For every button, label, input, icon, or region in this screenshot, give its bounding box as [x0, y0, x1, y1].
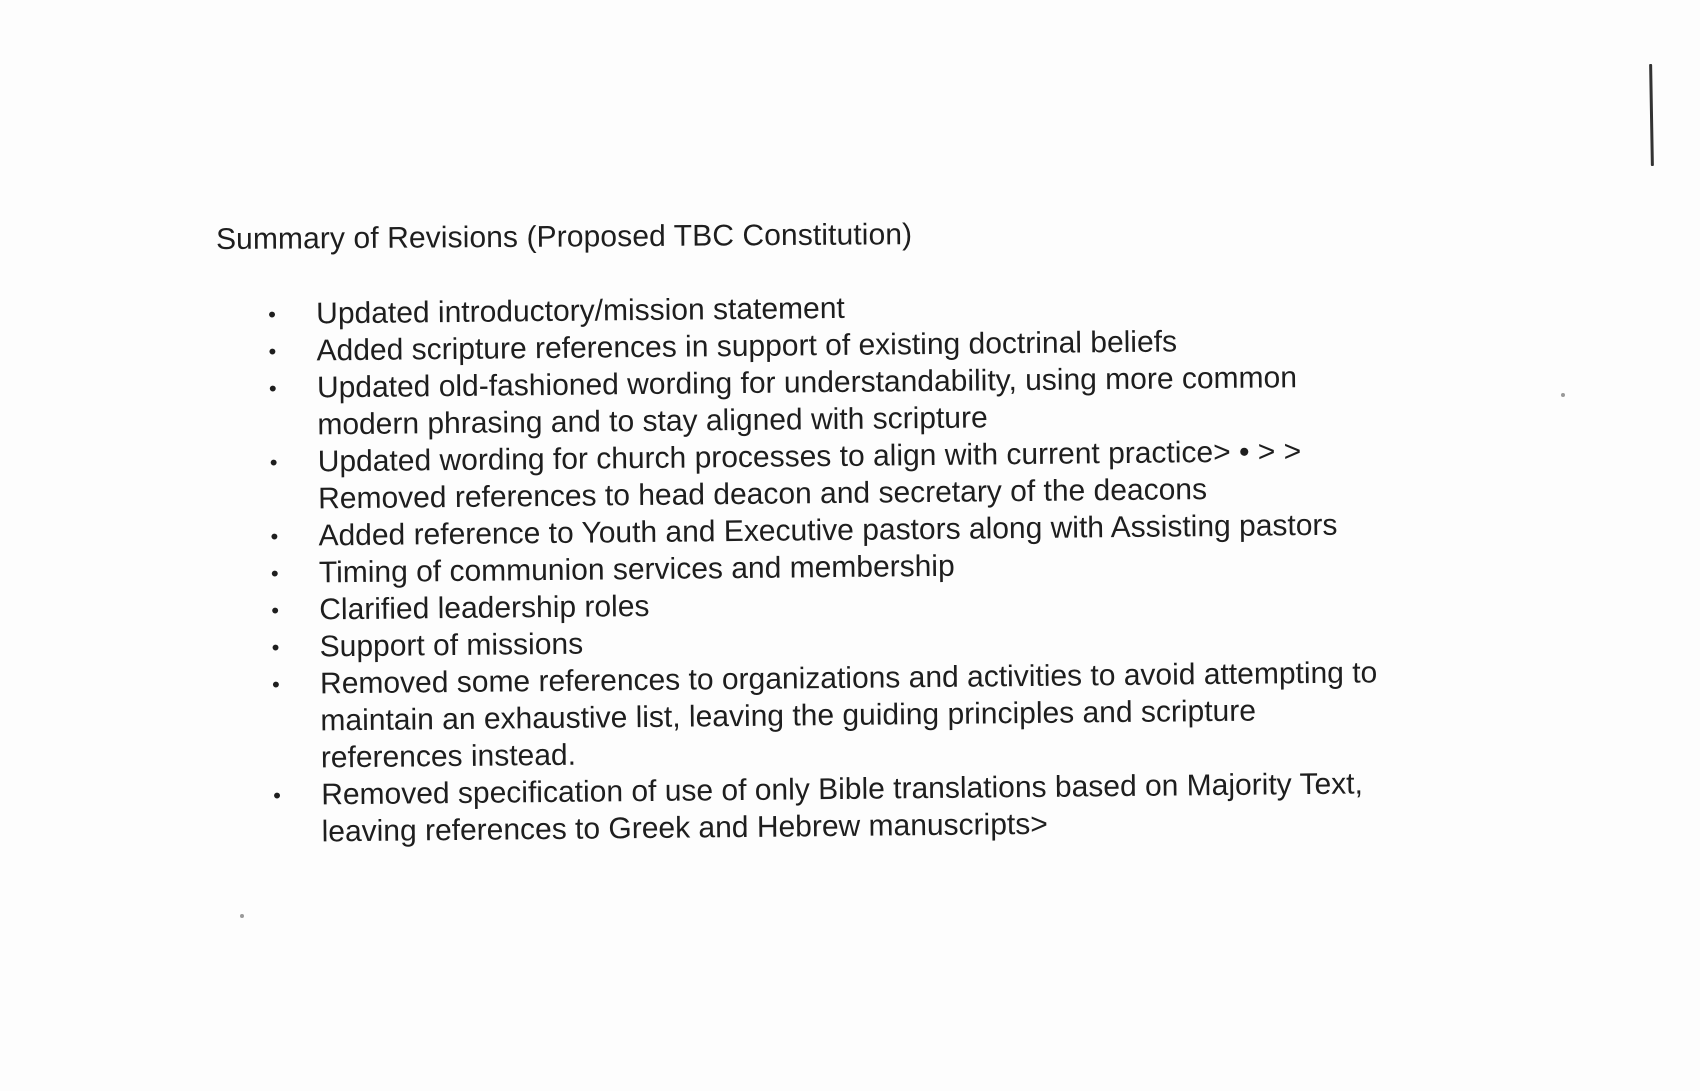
bullet-marker: • — [271, 634, 280, 660]
list-item-text: modern phrasing and to stay aligned with scripture — [317, 401, 988, 442]
bullet-marker: • — [268, 301, 277, 327]
bullet-marker: • — [270, 560, 279, 586]
list-item-text: Removed references to head deacon and secretary of the deacons — [317, 473, 1208, 516]
bullet-marker: • — [268, 375, 277, 401]
list-item-text: Updated old-fashioned wording for understandability, using more common — [316, 361, 1298, 405]
list-item-text: Added scripture references in support of existing doctrinal beliefs — [316, 325, 1178, 368]
bullet-marker: • — [273, 782, 282, 808]
bullet-marker: • — [268, 338, 277, 364]
scan-speck — [240, 914, 244, 918]
scan-speck — [1561, 393, 1565, 397]
list-item — [264, 653, 1505, 777]
list-item-text: Removed some references to organizations and activities to avoid attempting to — [319, 656, 1378, 701]
bullet-marker: • — [271, 671, 280, 697]
bullet-marker: • — [270, 523, 279, 549]
revisions-list — [260, 283, 1506, 851]
list-item-text: Timing of communion services and membership — [318, 549, 955, 590]
document-title: Summary of Revisions (Proposed TBC Constitution) — [215, 218, 913, 256]
list-item-text: Updated wording for church processes to align with current practice> • > > — [317, 435, 1302, 479]
list-item-text: Clarified leadership roles — [319, 589, 650, 627]
margin-pen-mark — [1649, 64, 1654, 166]
list-item-text: maintain an exhaustive list, leaving the guiding principles and scripture — [320, 694, 1257, 738]
list-item-text: leaving references to Greek and Hebrew manuscripts> — [321, 807, 1048, 849]
bullet-marker: • — [271, 597, 280, 623]
list-item-text: Updated introductory/mission statement — [316, 291, 845, 331]
list-item-text: Removed specification of use of only Bible translations based on Majority Text, — [321, 767, 1364, 812]
list-item — [261, 357, 1502, 444]
list-item-text: Support of missions — [319, 627, 584, 664]
list-item-text: references instead. — [320, 738, 577, 775]
list-item — [265, 764, 1506, 851]
list-item-text: Added reference to Youth and Executive pastors along with Assisting pastors — [318, 508, 1338, 553]
list-item — [262, 431, 1503, 518]
bullet-marker: • — [269, 449, 278, 475]
